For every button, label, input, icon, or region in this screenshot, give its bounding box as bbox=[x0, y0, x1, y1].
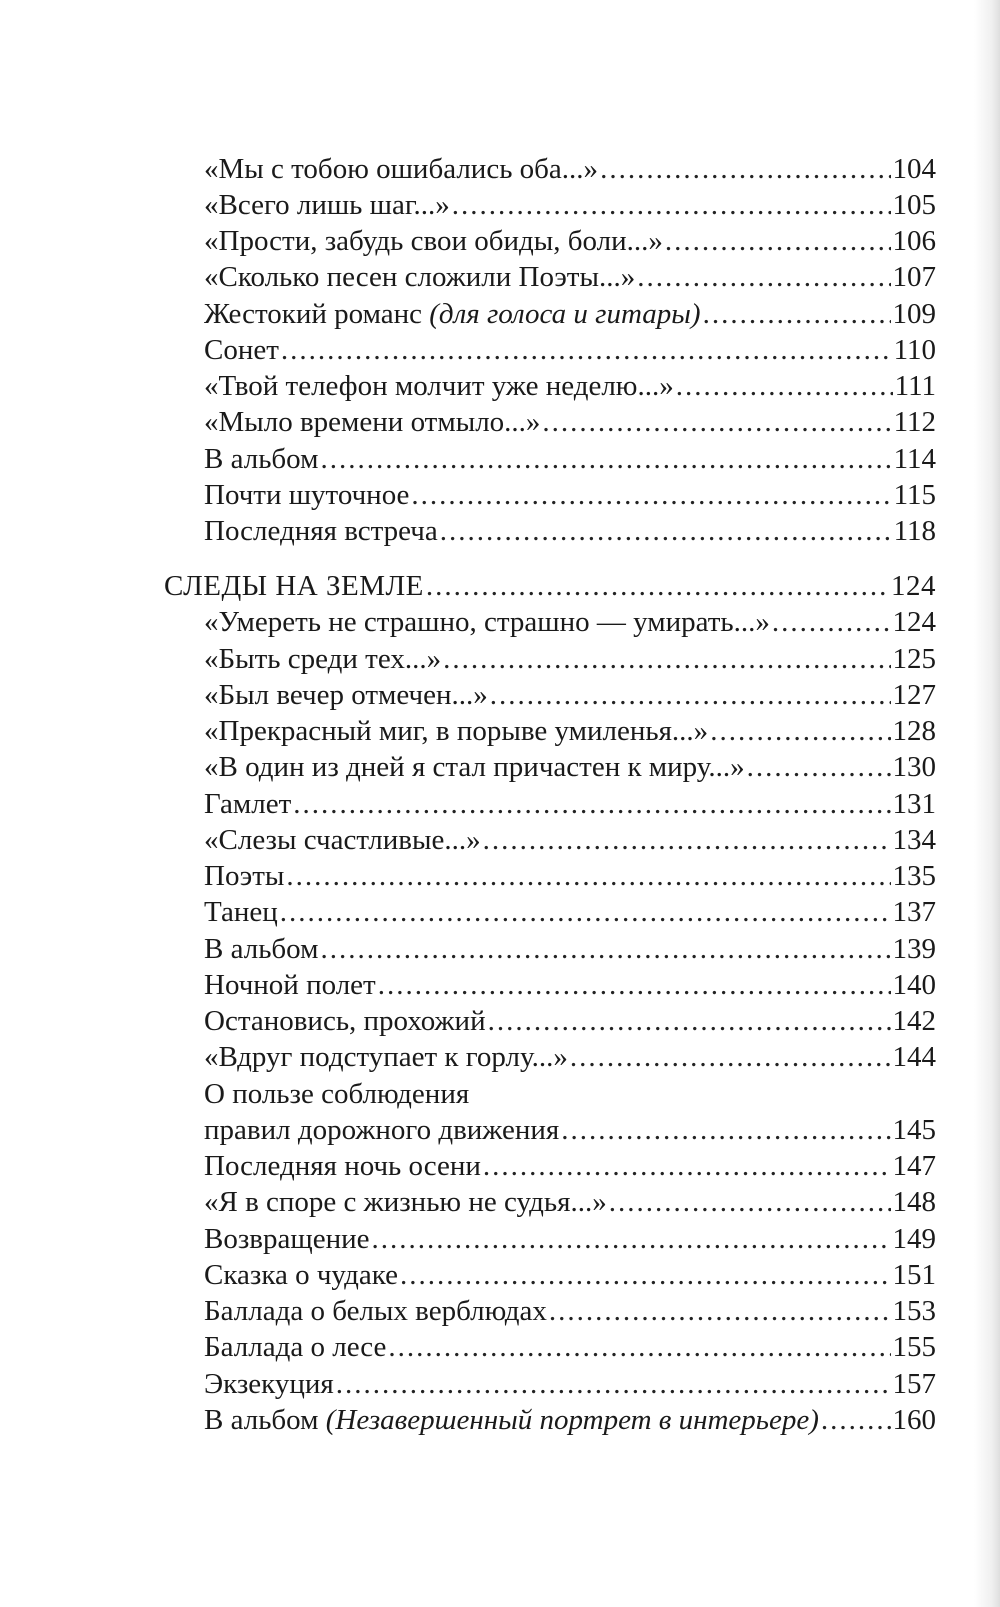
toc-entry-title bbox=[204, 513, 438, 550]
toc-leader-dots bbox=[388, 1329, 890, 1366]
toc-entry-title bbox=[204, 931, 318, 968]
toc-page-number: 111 bbox=[894, 370, 936, 402]
toc-page-number: 106 bbox=[892, 225, 936, 257]
toc-entry-title-text: СЛЕДЫ НА ЗЕМЛЕ bbox=[164, 570, 424, 602]
toc-leader-dots bbox=[378, 967, 891, 1004]
toc-page-number: 124 bbox=[892, 606, 936, 638]
toc-leader-dots bbox=[676, 368, 893, 405]
toc-page-number: 110 bbox=[893, 334, 936, 366]
toc-entry-title-text: «Быть среди тех...» bbox=[204, 643, 442, 675]
toc-leader-dots bbox=[280, 894, 891, 931]
toc-entry-note: (Незавершенный портрет в интерьере) bbox=[325, 1404, 819, 1436]
toc-entry-title bbox=[204, 404, 540, 441]
toc-entry bbox=[204, 1148, 936, 1185]
toc-section-heading bbox=[164, 568, 936, 605]
toc-entry bbox=[204, 1329, 936, 1366]
toc-leader-dots bbox=[452, 187, 891, 224]
toc-entry-title bbox=[204, 894, 278, 931]
toc-entry-title-text: правил дорожного движения bbox=[204, 1114, 560, 1146]
toc-entry-title bbox=[204, 967, 376, 1004]
toc-entry bbox=[204, 713, 936, 750]
toc-leader-dots bbox=[411, 477, 891, 514]
toc-leader-dots bbox=[665, 223, 891, 260]
toc-entry bbox=[204, 296, 936, 333]
toc-entry bbox=[204, 822, 936, 859]
toc-leader-dots bbox=[488, 1003, 891, 1040]
toc-entry-title-text: В альбом bbox=[204, 443, 319, 475]
toc-entry-title-text: Последняя ночь осени bbox=[204, 1150, 481, 1182]
toc-entry bbox=[204, 151, 936, 188]
toc-page-number: 155 bbox=[892, 1331, 936, 1363]
toc-entry-title-text: Сонет bbox=[204, 334, 279, 366]
toc-entry bbox=[204, 368, 936, 405]
toc-entry bbox=[204, 513, 936, 550]
toc-leader-dots bbox=[286, 858, 890, 895]
toc-entry-title bbox=[204, 1039, 568, 1076]
toc-entry bbox=[204, 1112, 936, 1149]
toc-page-number: 153 bbox=[892, 1295, 936, 1327]
toc-entry bbox=[204, 1366, 936, 1403]
toc-entry-title bbox=[204, 677, 488, 714]
toc-leader-dots bbox=[609, 1184, 891, 1221]
toc-page-number: 147 bbox=[892, 1150, 936, 1182]
toc-entry-title bbox=[204, 223, 663, 260]
toc-leader-dots bbox=[426, 568, 889, 605]
toc-entry-title-text: Возвращение bbox=[204, 1223, 370, 1255]
toc-leader-dots bbox=[483, 822, 891, 859]
toc-entry bbox=[204, 1221, 936, 1258]
toc-leader-dots bbox=[710, 713, 890, 750]
toc-entry bbox=[204, 677, 936, 714]
toc-page-number: 125 bbox=[892, 643, 936, 675]
toc-entry-title-text: «Мыло времени отмыло...» bbox=[204, 406, 541, 438]
toc-page-number: 149 bbox=[892, 1223, 936, 1255]
toc-entry-title-text: «Прекрасный миг, в порыве умиленья...» bbox=[204, 715, 709, 747]
toc-page-number: 144 bbox=[892, 1041, 936, 1073]
toc-page-number: 105 bbox=[892, 189, 936, 221]
toc-leader-dots bbox=[821, 1402, 891, 1439]
toc-entry bbox=[204, 1257, 936, 1294]
toc-entry bbox=[204, 1184, 936, 1221]
toc-entry-title bbox=[204, 1148, 481, 1185]
toc-leader-dots bbox=[600, 151, 890, 188]
toc-leader-dots bbox=[320, 931, 890, 968]
toc-entry-title-text: Гамлет bbox=[204, 788, 292, 820]
toc-entry-title bbox=[204, 641, 441, 678]
toc-page-number: 130 bbox=[892, 751, 936, 783]
toc-entry-title-text: В альбом bbox=[204, 933, 319, 965]
toc-entry-title-text: «Вдруг подступает к горлу...» bbox=[204, 1041, 568, 1073]
toc-entry bbox=[204, 332, 936, 369]
toc-leader-dots bbox=[490, 677, 891, 714]
toc-page-number: 109 bbox=[892, 298, 936, 330]
toc-entry bbox=[204, 894, 936, 931]
toc-entry-title-text: Баллада о лесе bbox=[204, 1331, 387, 1363]
toc-leader-dots bbox=[371, 1221, 890, 1258]
toc-entry-title bbox=[204, 151, 598, 188]
toc-leader-dots bbox=[293, 786, 890, 823]
toc-page-number: 112 bbox=[893, 406, 936, 438]
toc-entry-title bbox=[204, 749, 745, 786]
toc-leader-dots bbox=[443, 641, 890, 678]
toc-entry-title bbox=[204, 259, 635, 296]
toc-entry bbox=[204, 931, 936, 968]
toc-page-number: 114 bbox=[893, 443, 936, 475]
toc-entry-title-text: «Всего лишь шаг...» bbox=[204, 189, 450, 221]
toc-page-number: 115 bbox=[893, 479, 936, 511]
toc-entry bbox=[204, 1293, 936, 1330]
toc-entry bbox=[204, 1039, 936, 1076]
toc-leader-dots bbox=[281, 332, 892, 369]
toc-entry-title-text: Баллада о белых верблюдах bbox=[204, 1295, 547, 1327]
toc-entry bbox=[204, 1003, 936, 1040]
toc-entry-title bbox=[204, 858, 284, 895]
toc-entry bbox=[204, 641, 936, 678]
toc-entry bbox=[204, 223, 936, 260]
toc-entry-title-text: Танец bbox=[204, 896, 278, 928]
toc-page-number: 135 bbox=[892, 860, 936, 892]
toc-leader-dots bbox=[561, 1112, 890, 1149]
toc-entry-title bbox=[164, 568, 424, 605]
toc-entry-title-text: «Сколько песен сложили Поэты...» bbox=[204, 261, 636, 293]
toc-entry-title bbox=[204, 441, 318, 478]
toc-entry-title-text: Экзекуция bbox=[204, 1368, 334, 1400]
toc-entry-title bbox=[204, 368, 674, 405]
toc-leader-dots bbox=[440, 513, 892, 550]
toc-page-number: 137 bbox=[892, 896, 936, 928]
toc-page-number: 104 bbox=[892, 153, 936, 185]
toc-page-number: 157 bbox=[892, 1368, 936, 1400]
toc-entry-title bbox=[204, 332, 279, 369]
toc-page-number: 160 bbox=[892, 1404, 936, 1436]
toc-entry-title bbox=[204, 1329, 386, 1366]
toc-entry-title-text: «Мы с тобою ошибались оба...» bbox=[204, 153, 599, 185]
page-edge-shadow bbox=[974, 0, 1000, 1607]
toc-leader-dots bbox=[336, 1366, 891, 1403]
toc-entry-title bbox=[204, 1184, 607, 1221]
toc-entry-title bbox=[204, 1257, 398, 1294]
toc-entry bbox=[204, 259, 936, 296]
toc-entry bbox=[204, 786, 936, 823]
toc-entry-title-text: «Прости, забудь свои обиды, боли...» bbox=[204, 225, 663, 257]
toc-entry-title bbox=[204, 1221, 369, 1258]
toc-entry-title-text: «В один из дней я стал причастен к миру...» bbox=[204, 751, 745, 783]
toc-leader-dots bbox=[542, 404, 891, 441]
toc-entry-title bbox=[204, 477, 409, 514]
toc-entry-title bbox=[204, 713, 708, 750]
toc-entry bbox=[204, 187, 936, 224]
toc-entry bbox=[204, 404, 936, 441]
toc-entry-title-text: «Был вечер отмечен...» bbox=[204, 679, 488, 711]
toc-leader-dots bbox=[570, 1039, 891, 1076]
toc-entry-title bbox=[204, 786, 291, 823]
toc-entry-title-text: Последняя встреча bbox=[204, 515, 438, 547]
toc-entry-title-text: Остановись, прохожий bbox=[204, 1005, 486, 1037]
toc-page-number: 118 bbox=[893, 515, 936, 547]
toc-entry-title bbox=[204, 296, 701, 333]
toc-entry bbox=[204, 604, 936, 641]
toc-entry-title-text: «Умереть не страшно, страшно — умирать...» bbox=[204, 606, 770, 638]
toc-leader-dots bbox=[637, 259, 890, 296]
toc-leader-dots bbox=[320, 441, 891, 478]
toc-leader-dots bbox=[747, 749, 891, 786]
toc-entry-title-text: В альбом bbox=[204, 1404, 326, 1436]
toc-leader-dots bbox=[549, 1293, 891, 1330]
toc-entry-title bbox=[204, 1366, 334, 1403]
toc-entry bbox=[204, 749, 936, 786]
toc-entry bbox=[204, 858, 936, 895]
toc-entry-title-text: «Твой телефон молчит уже неделю...» bbox=[204, 370, 674, 402]
toc-page-number: 107 bbox=[892, 261, 936, 293]
toc-leader-dots bbox=[483, 1148, 891, 1185]
toc-entry-title bbox=[204, 1293, 547, 1330]
toc-entry bbox=[204, 1402, 936, 1439]
toc-entry-title bbox=[204, 1076, 469, 1113]
toc-entry bbox=[204, 967, 936, 1004]
toc-entry-title-text: Жестокий романс bbox=[204, 298, 430, 330]
toc-leader-dots bbox=[772, 604, 891, 641]
toc-entry bbox=[204, 1076, 936, 1113]
toc-page-number: 140 bbox=[892, 969, 936, 1001]
toc-entry-title bbox=[204, 1112, 559, 1149]
toc-page-number: 127 bbox=[892, 679, 936, 711]
toc-entry bbox=[204, 477, 936, 514]
toc-entry-title-text: Поэты bbox=[204, 860, 285, 892]
toc-entry-title-text: «Я в споре с жизнью не судья...» bbox=[204, 1186, 607, 1218]
toc-entry-title bbox=[204, 822, 481, 859]
toc-leader-dots bbox=[703, 296, 891, 333]
toc-entry-title bbox=[204, 187, 450, 224]
toc-page-number: 145 bbox=[892, 1114, 936, 1146]
toc-page-number: 139 bbox=[892, 933, 936, 965]
toc-page-number: 148 bbox=[892, 1186, 936, 1218]
toc-entry bbox=[204, 441, 936, 478]
toc-entry-note: (для голоса и гитары) bbox=[429, 298, 701, 330]
toc-entry-title-text: О пользе соблюдения bbox=[204, 1078, 470, 1110]
toc-page-number: 134 bbox=[892, 824, 936, 856]
toc-entry-title-text: Ночной полет bbox=[204, 969, 376, 1001]
toc-entry-title-text: «Слезы счастливые...» bbox=[204, 824, 481, 856]
toc-page-number: 131 bbox=[892, 788, 936, 820]
toc-entry-title bbox=[204, 1003, 486, 1040]
toc-entry-title bbox=[204, 604, 770, 641]
toc-entry-title bbox=[204, 1402, 819, 1439]
toc-page-number: 142 bbox=[892, 1005, 936, 1037]
toc-entry-title-text: Сказка о чудаке bbox=[204, 1259, 398, 1291]
toc-page-number: 151 bbox=[892, 1259, 936, 1291]
toc-page-number: 128 bbox=[892, 715, 936, 747]
toc-leader-dots bbox=[400, 1257, 891, 1294]
toc-entry-title-text: Почти шуточное bbox=[204, 479, 410, 511]
toc-page-number: 124 bbox=[891, 570, 936, 602]
